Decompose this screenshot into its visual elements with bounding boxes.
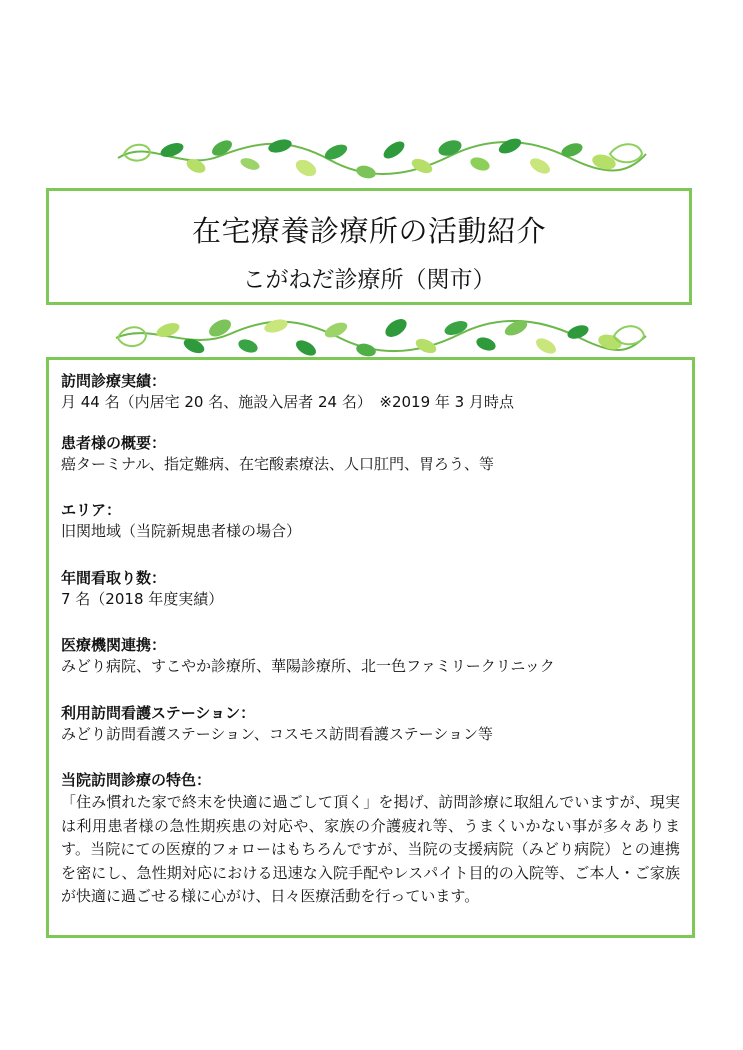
- section-body: 月 44 名（内居宅 20 名、施設入居者 24 名） ※2019 年 3 月時点: [61, 393, 514, 411]
- section-patient-overview: [61, 433, 680, 475]
- page-title: 在宅療養診療所の活動紹介: [191, 214, 546, 248]
- section-heading: 年間看取り数：: [61, 569, 167, 587]
- section-features: [61, 770, 680, 909]
- page-subtitle: こがねだ診療所（関市）: [242, 267, 496, 293]
- section-heading: 訪問診療実績：: [61, 372, 167, 390]
- section-body: 旧関地域（当院新規患者様の場合）: [61, 522, 302, 540]
- section-body: みどり訪問看護ステーション、コスモス訪問看護ステーション等: [61, 725, 494, 743]
- section-paragraph: 「住み慣れた家で終末を快適に過ごして頂く」を掲げ、訪問診療に取組んでいますが、現実は利用患者様の急性期疾患の対応や、家族の介護疲れ等、うまくいかない事が多々あります。当院にての医療的フォローはもちろんですが、当院の支援病院（みどり病院）との連携を密にし、急性期対応における迅速な入院手配やレスパイト目的の入院等、ご本人・ご家族が快適に過ごせる様に心がけ、日々医療活動を行っています。: [61, 793, 680, 905]
- section-heading: 利用訪問看護ステーション：: [61, 704, 256, 722]
- section-heading: 当院訪問診療の特色：: [61, 771, 212, 789]
- section-body: 癌ターミナル、指定難病、在宅酸素療法、人口肛門、胃ろう、等: [61, 455, 495, 473]
- section-visit-record: [61, 371, 680, 413]
- section-body: 7 名（2018 年度実績）: [61, 590, 224, 608]
- title-box: [46, 188, 692, 305]
- section-heading: 患者様の概要：: [61, 434, 167, 452]
- section-body: みどり病院、すこやか診療所、華陽診療所、北一色ファミリークリニック: [61, 657, 555, 675]
- ivy-vine-top-icon: [110, 132, 650, 188]
- section-nursing-stations: [61, 703, 680, 745]
- section-heading: エリア：: [61, 501, 122, 519]
- section-annual-deaths: [61, 568, 680, 610]
- section-medical-partners: [61, 635, 680, 677]
- section-heading: 医療機関連携：: [61, 636, 167, 654]
- section-area: [61, 500, 680, 542]
- ivy-vine-middle-icon: [110, 308, 650, 364]
- content-box: [46, 357, 695, 938]
